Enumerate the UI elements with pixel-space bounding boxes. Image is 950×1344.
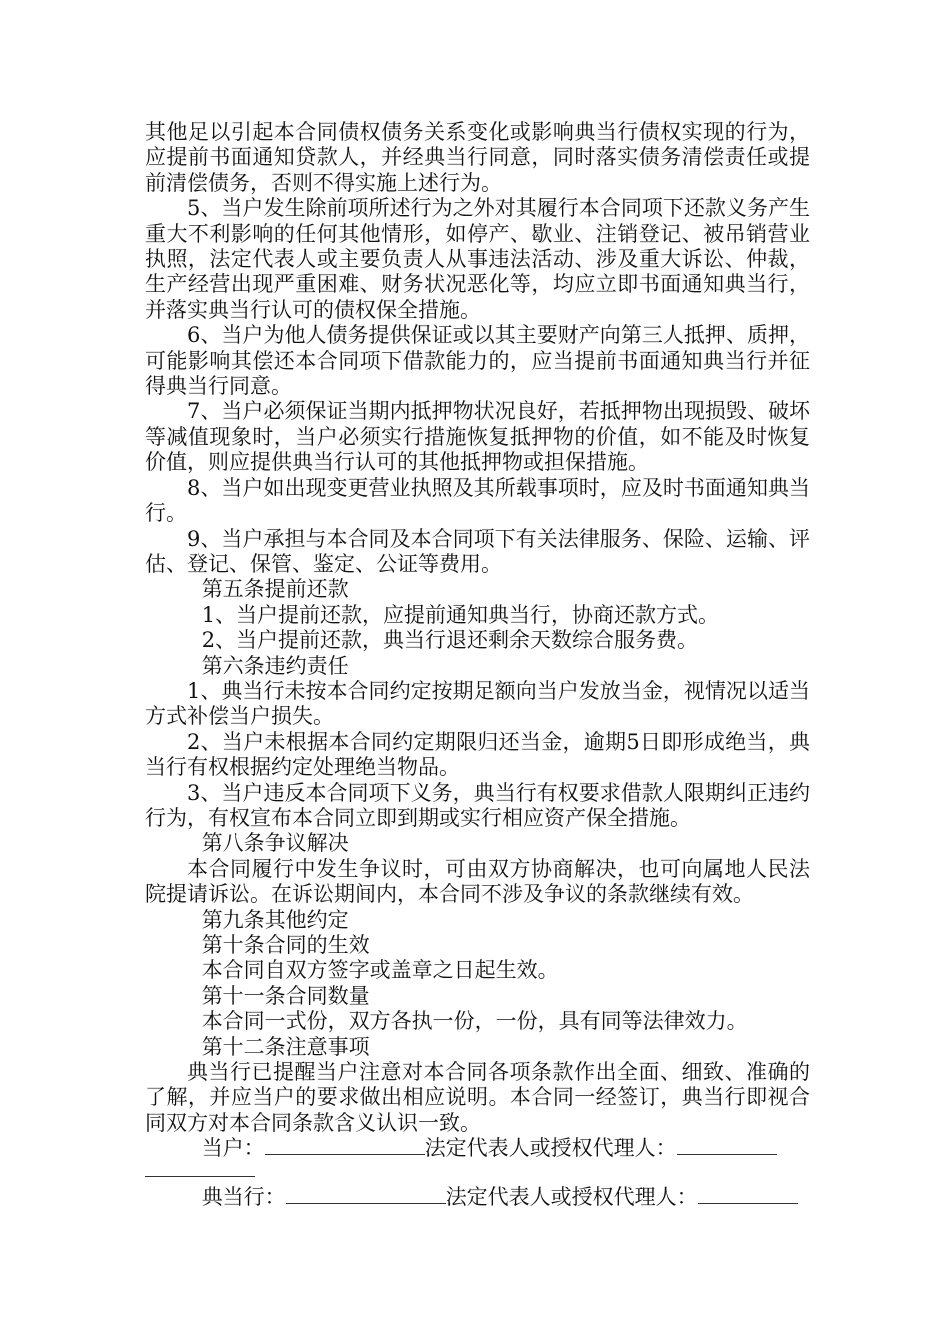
clause-5: 5、当户发生除前项所述行为之外对其履行本合同项下还款义务产生重大不利影响的任何其他情形，如停产、歇业、注销登记、被吊销营业执照，法定代表人或主要负责人从事违法活动、涉及重大诉讼、仲裁，生产经营出现严重困难、财务状况恶化等，均应立即书面通知典当行，并落实典当行认可的债权保全措施。	[145, 196, 810, 322]
party-rep-label: 法定代表人或授权代理人：	[424, 1136, 677, 1161]
article-5-item-2: 2、当户提前还款，典当行退还剩余天数综合服务费。	[201, 628, 699, 653]
party-label: 当户：	[201, 1136, 265, 1161]
article-11-title: 第十一条合同数量	[201, 983, 370, 1008]
article-8-text: 本合同履行中发生争议时，可由双方协商解决，也可向属地人民法院提请诉讼。在诉讼期间内，本合同不涉及争议的条款继续有效。	[145, 856, 810, 907]
party-signature-line	[145, 1136, 810, 1161]
article-9-title: 第九条其他约定	[201, 907, 349, 932]
pawnshop-rep-label: 法定代表人或授权代理人：	[445, 1184, 698, 1209]
pawnshop-rep-blank[interactable]	[698, 1185, 798, 1204]
article-11-text: 本合同一式份，双方各执一份，一份，具有同等法律效力。	[201, 1009, 748, 1034]
pawnshop-label: 典当行：	[201, 1184, 286, 1209]
article-6-item-3: 3、当户违反本合同项下义务，典当行有权要求借款人限期纠正违约行为，有权宣布本合同立即到期或实行相应资产保全措施。	[145, 780, 810, 830]
party-rep-blank[interactable]	[677, 1136, 777, 1155]
pawnshop-signature-line	[145, 1185, 810, 1210]
article-5-item-1: 1、当户提前还款，应提前通知典当行，协商还款方式。	[201, 602, 720, 627]
article-6-item-2: 2、当户未根据本合同约定期限归还当金，逾期5日即形成绝当，典当行有权根据约定处理绝当物品。	[145, 729, 810, 780]
clause-8: 8、当户如出现变更营业执照及其所载事项时，应及时书面通知典当行。	[145, 475, 810, 526]
article-12-title: 第十二条注意事项	[201, 1034, 370, 1059]
paragraph-continuation: 其他足以引起本合同债权债务关系变化或影响典当行债权实现的行为，应提前书面通知贷款人，并经典当行同意，同时落实债务清偿责任或提前清偿债务，否则不得实施上述行为。	[145, 120, 810, 195]
article-5-title: 第五条提前还款	[201, 577, 349, 602]
contract-page	[145, 120, 810, 1210]
article-6-title: 第六条违约责任	[201, 653, 349, 678]
clause-6: 6、当户为他人债务提供保证或以其主要财产向第三人抵押、质押，可能影响其偿还本合同项下借款能力的，应当提前书面通知典当行并征得典当行同意。	[145, 323, 810, 399]
article-10-text: 本合同自双方签字或盖章之日起生效。	[201, 958, 559, 983]
pawnshop-signature-blank[interactable]	[286, 1185, 446, 1204]
article-10-title: 第十条合同的生效	[201, 933, 370, 957]
article-8-title: 第八条争议解决	[201, 831, 349, 856]
party-signature-blank[interactable]	[265, 1136, 425, 1155]
article-12-text: 典当行已提醒当户注意对本合同各项条款作出全面、细致、准确的了解，并应当户的要求做出相应说明。本合同一经签订，典当行即视合同双方对本合同条款含义认识一致。	[145, 1060, 810, 1135]
signature-continuation-line	[145, 1176, 255, 1177]
clause-7: 7、当户必须保证当期内抵押物状况良好，若抵押物出现损毁、破坏等减值现象时，当户必须实行措施恢复抵押物的价值，如不能及时恢复价值，则应提供典当行认可的其他抵押物或担保措施。	[145, 399, 810, 475]
clause-9: 9、当户承担与本合同及本合同项下有关法律服务、保险、运输、评估、登记、保管、鉴定、公证等费用。	[145, 526, 810, 576]
article-6-item-1: 1、典当行未按本合同约定按期足额向当户发放当金，视情况以适当方式补偿当户损失。	[145, 678, 810, 729]
